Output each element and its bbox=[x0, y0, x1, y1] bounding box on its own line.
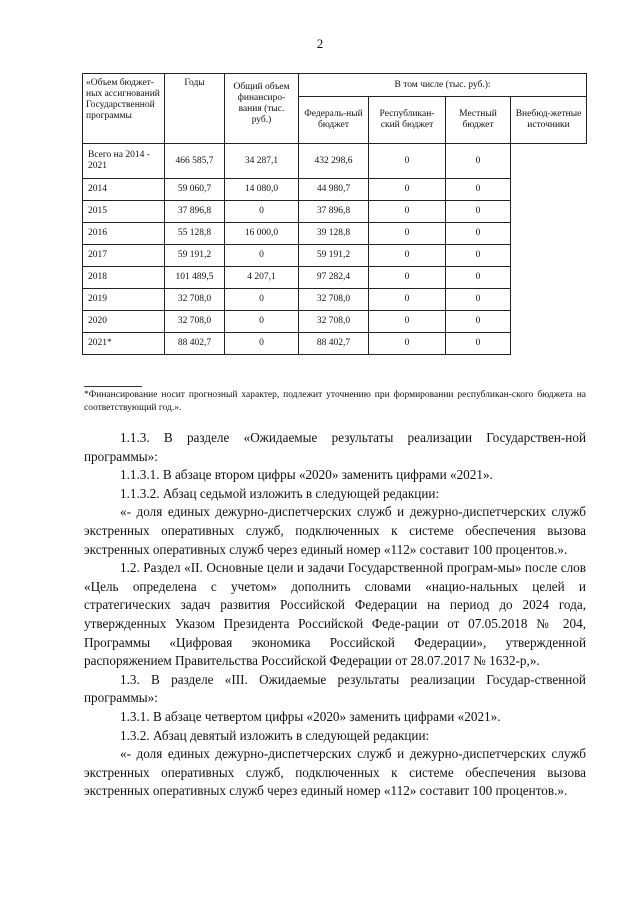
table-row bbox=[83, 201, 587, 223]
cell-total: 55 128,8 bbox=[165, 223, 225, 245]
cell-extra: 0 bbox=[446, 289, 511, 311]
years-header: Годы bbox=[165, 74, 225, 144]
cell-total: 32 708,0 bbox=[165, 289, 225, 311]
local-header: Местный бюджет bbox=[446, 97, 511, 144]
table-row bbox=[83, 144, 587, 179]
total-header: Общий объем финансиро-вания (тыс. руб.) bbox=[225, 74, 299, 144]
cell-republic: 37 896,8 bbox=[299, 201, 369, 223]
cell-total: 59 191,2 bbox=[165, 245, 225, 267]
budget-label-cell: «Объем бюджет-ных ассигнований Государственной программы bbox=[83, 74, 165, 144]
extra-header: Внебюд-жетные источники bbox=[511, 97, 587, 144]
cell-year: 2020 bbox=[83, 311, 165, 333]
table-row bbox=[83, 333, 587, 355]
cell-federal: 14 080,0 bbox=[225, 179, 299, 201]
cell-local: 0 bbox=[369, 245, 446, 267]
cell-republic: 32 708,0 bbox=[299, 311, 369, 333]
cell-federal: 0 bbox=[225, 245, 299, 267]
paragraph: «- доля единых дежурно-диспетчерских служб и дежурно-диспетчерских служб экстренных оперативных служб, подключенных к системе обеспечения вызова экстренных оперативных служб через единый номер «112» составит 100 процентов.». bbox=[84, 504, 586, 557]
cell-year: 2021* bbox=[83, 333, 165, 355]
cell-local: 0 bbox=[369, 333, 446, 355]
cell-local: 0 bbox=[369, 267, 446, 289]
document-body bbox=[84, 429, 586, 801]
table-row bbox=[83, 289, 587, 311]
cell-total: 466 585,7 bbox=[165, 144, 225, 179]
footnote-separator bbox=[84, 386, 142, 387]
cell-local: 0 bbox=[369, 311, 446, 333]
cell-total: 101 489,5 bbox=[165, 267, 225, 289]
cell-total: 59 060,7 bbox=[165, 179, 225, 201]
table-row bbox=[83, 311, 587, 333]
cell-republic: 97 282,4 bbox=[299, 267, 369, 289]
paragraph: 1.1.3.2. Абзац седьмой изложить в следующей редакции: bbox=[120, 485, 440, 501]
cell-local: 0 bbox=[369, 223, 446, 245]
cell-year: 2015 bbox=[83, 201, 165, 223]
cell-local: 0 bbox=[369, 144, 446, 179]
cell-year: 2017 bbox=[83, 245, 165, 267]
paragraph: 1.1.3.1. В абзаце втором цифры «2020» заменить цифрами «2021». bbox=[120, 467, 493, 483]
cell-federal: 4 207,1 bbox=[225, 267, 299, 289]
cell-federal: 0 bbox=[225, 201, 299, 223]
cell-federal: 0 bbox=[225, 333, 299, 355]
breakdown-header: В том числе (тыс. руб.): bbox=[299, 74, 587, 97]
paragraph: 1.3.2. Абзац девятый изложить в следующей редакции: bbox=[120, 727, 430, 743]
cell-extra: 0 bbox=[446, 179, 511, 201]
cell-republic: 39 128,8 bbox=[299, 223, 369, 245]
table-row bbox=[83, 267, 587, 289]
cell-federal: 16 000,0 bbox=[225, 223, 299, 245]
cell-extra: 0 bbox=[446, 311, 511, 333]
cell-year: 2014 bbox=[83, 179, 165, 201]
cell-federal: 0 bbox=[225, 289, 299, 311]
cell-extra: 0 bbox=[446, 223, 511, 245]
cell-republic: 432 298,6 bbox=[299, 144, 369, 179]
table-row bbox=[83, 245, 587, 267]
cell-extra: 0 bbox=[446, 201, 511, 223]
table-row bbox=[83, 179, 587, 201]
table-row bbox=[83, 223, 587, 245]
cell-republic: 88 402,7 bbox=[299, 333, 369, 355]
cell-republic: 59 191,2 bbox=[299, 245, 369, 267]
cell-extra: 0 bbox=[446, 144, 511, 179]
cell-total: 32 708,0 bbox=[165, 311, 225, 333]
cell-republic: 32 708,0 bbox=[299, 289, 369, 311]
cell-extra: 0 bbox=[446, 245, 511, 267]
cell-local: 0 bbox=[369, 179, 446, 201]
cell-year: 2018 bbox=[83, 267, 165, 289]
cell-republic: 44 980,7 bbox=[299, 179, 369, 201]
budget-table bbox=[82, 73, 587, 355]
page-number: 2 bbox=[316, 36, 324, 51]
table-header-row bbox=[83, 74, 587, 97]
paragraph: «- доля единых дежурно-диспетчерских служб и дежурно-диспетчерских служб экстренных оперативных служб, подключенных к системе обеспечения вызова экстренных оперативных служб через единый номер «112» составит 100 процентов.». bbox=[84, 746, 586, 799]
cell-extra: 0 bbox=[446, 333, 511, 355]
federal-header: Федераль-ный бюджет bbox=[299, 97, 369, 144]
cell-federal: 0 bbox=[225, 311, 299, 333]
cell-local: 0 bbox=[369, 201, 446, 223]
paragraph: 1.2. Раздел «II. Основные цели и задачи Государственной програм-мы» после слов «Цель определена с учетом» дополнить словами «нацио-нальных целей и стратегических задач развития Российской Федерации на период до 2024 года, утвержденных Указом Президента Российской Феде-рации от 07.05.2018 № 204, Программы «Цифровая экономика Российской Федерации», утвержденной распоряжением Правительства Российской Федерации от 28.07.2017 № 1632-р,». bbox=[84, 560, 586, 669]
cell-total: 37 896,8 bbox=[165, 201, 225, 223]
cell-extra: 0 bbox=[446, 267, 511, 289]
paragraph: 1.1.3. В разделе «Ожидаемые результаты реализации Государствен-ной программы»: bbox=[84, 430, 586, 464]
republic-header: Республикан-ский бюджет bbox=[369, 97, 446, 144]
cell-federal: 34 287,1 bbox=[225, 144, 299, 179]
cell-year: 2016 bbox=[83, 223, 165, 245]
cell-year: 2019 bbox=[83, 289, 165, 311]
paragraph: 1.3.1. В абзаце четвертом цифры «2020» заменить цифрами «2021». bbox=[120, 708, 501, 724]
paragraph: 1.3. В разделе «III. Ожидаемые результаты реализации Государ-ственной программы»: bbox=[84, 671, 586, 706]
cell-total: 88 402,7 bbox=[165, 333, 225, 355]
cell-year: Всего на 2014 - 2021 bbox=[83, 144, 165, 179]
cell-local: 0 bbox=[369, 289, 446, 311]
footnote: *Финансирование носит прогнозный характер, подлежит уточнению при формировании республикан-ского бюджета на соответствующий год.». bbox=[84, 390, 586, 413]
